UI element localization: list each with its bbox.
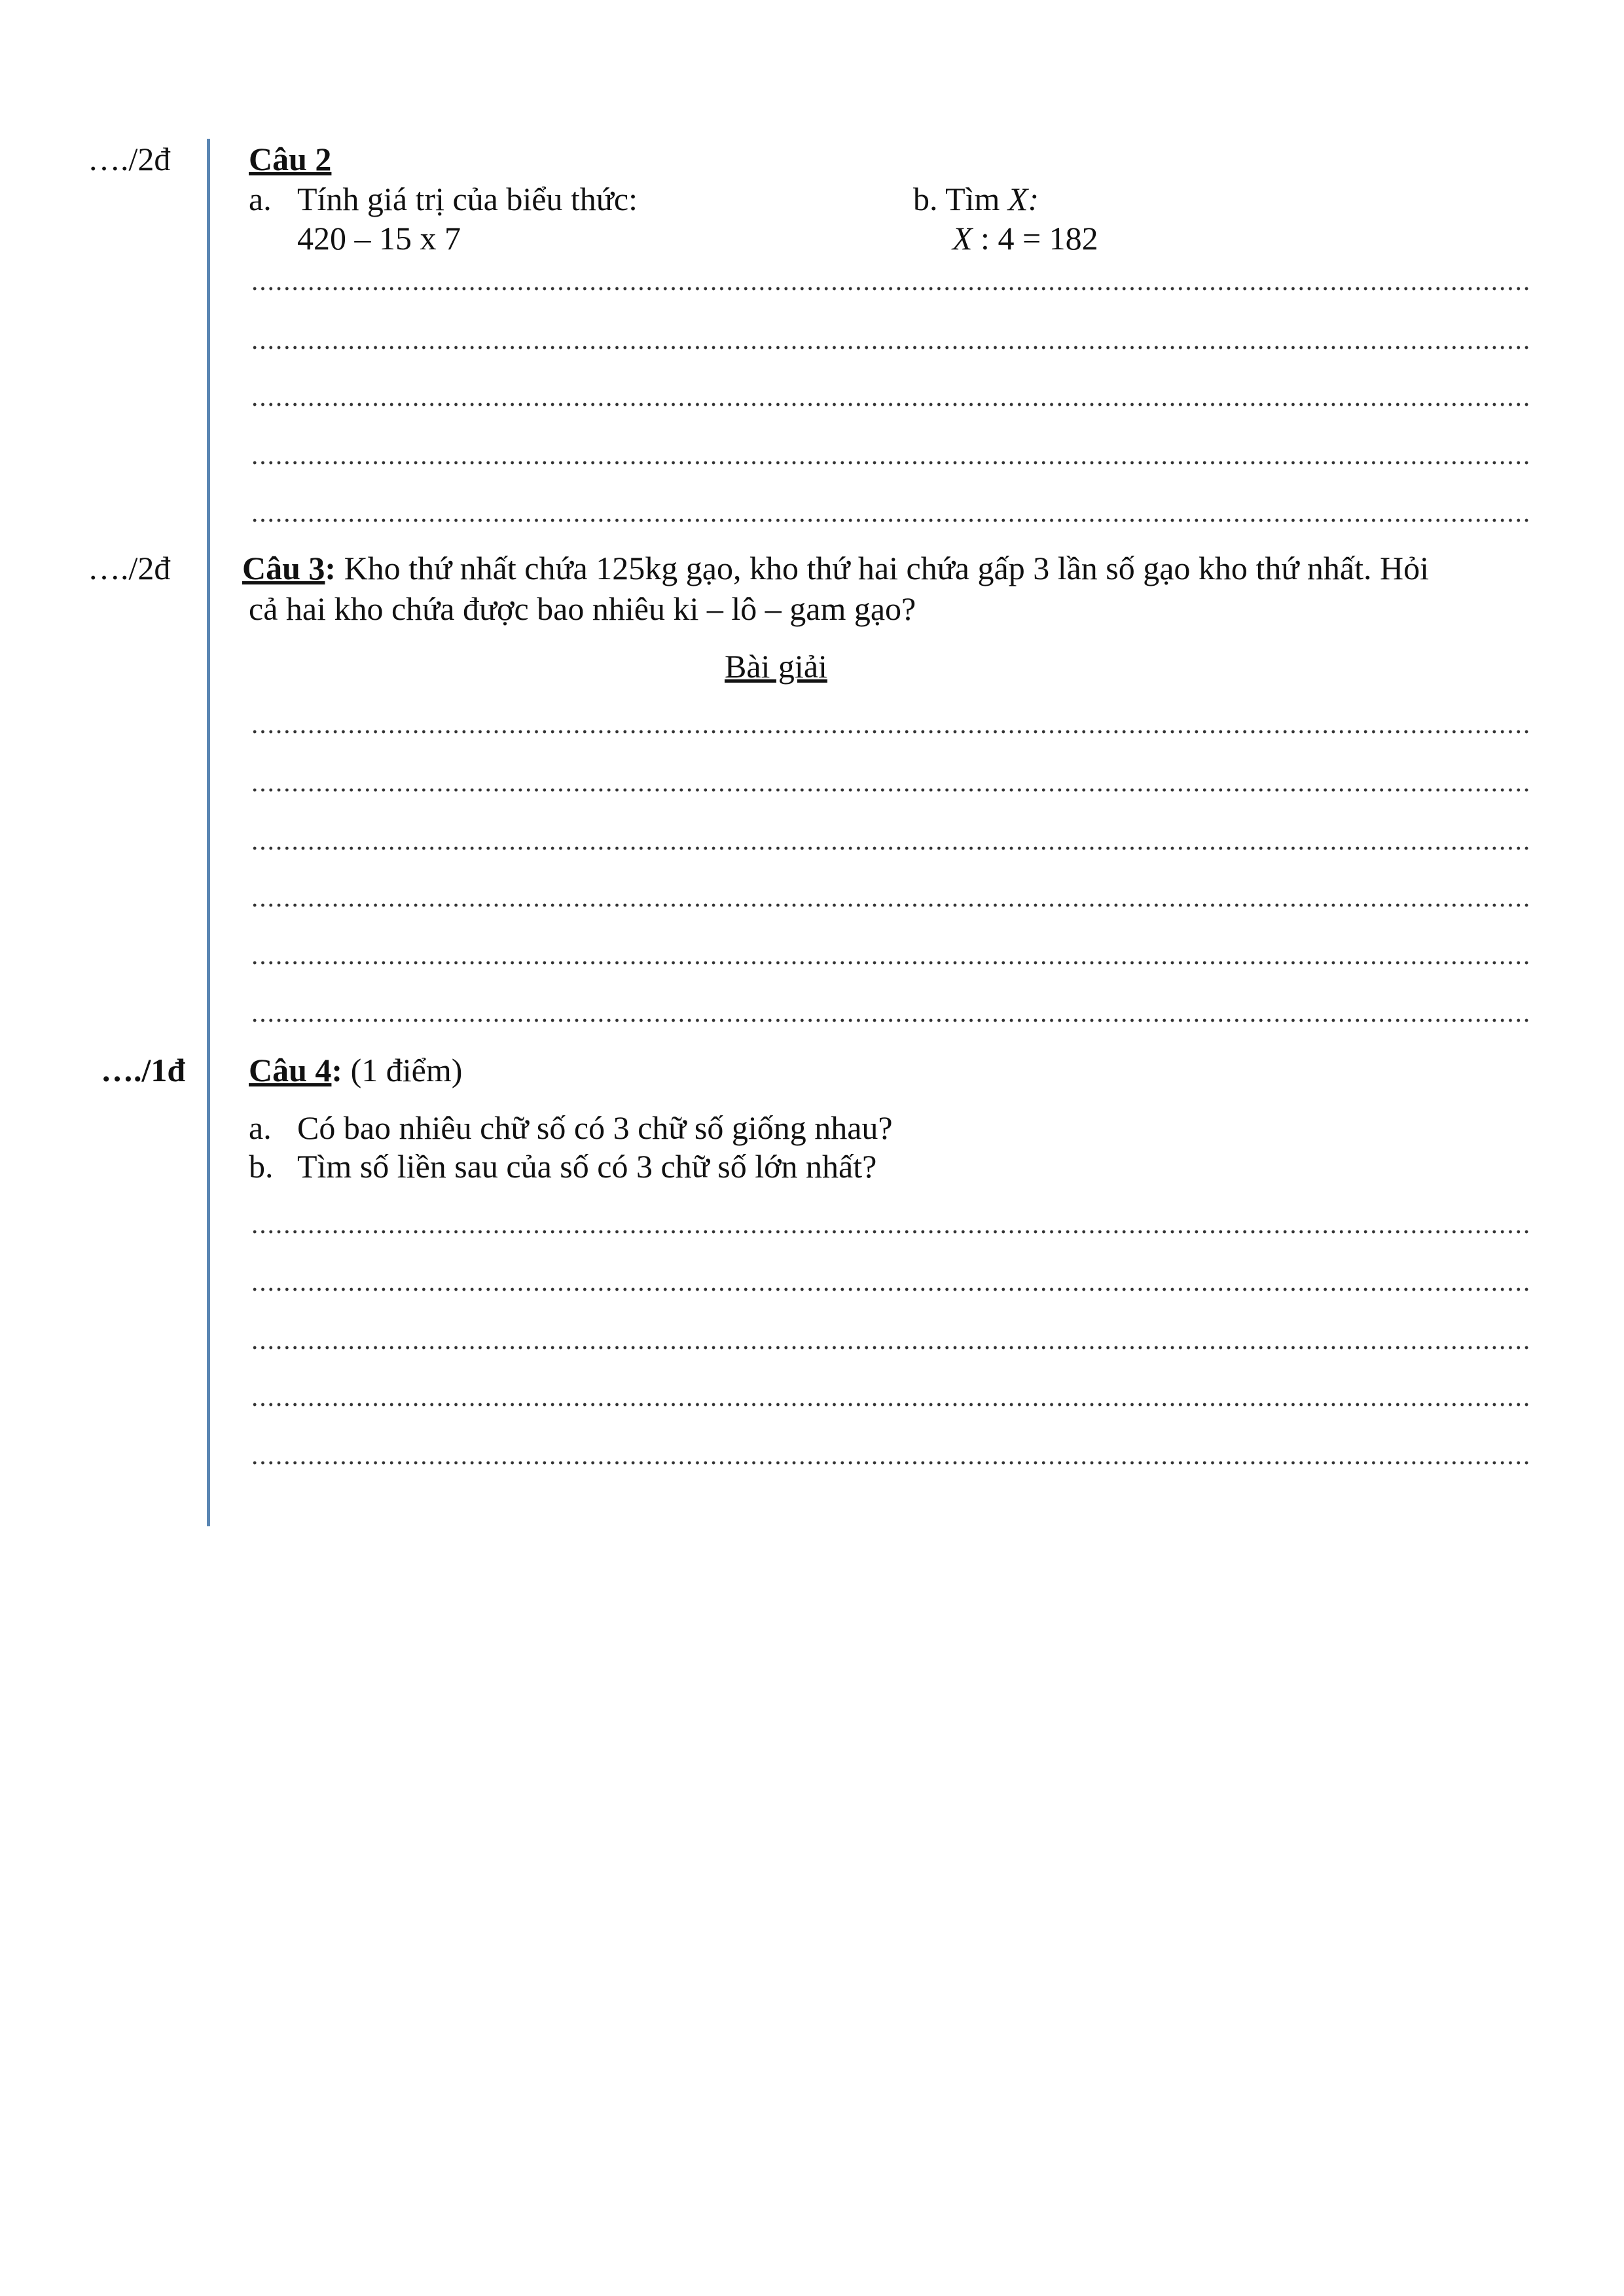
score-slot: …./1đ bbox=[101, 1052, 186, 1088]
answer-line[interactable] bbox=[251, 960, 1530, 965]
expression: 420 – 15 x 7 bbox=[297, 220, 461, 257]
answer-line[interactable] bbox=[251, 1402, 1530, 1407]
question-title-line: Câu 4: (1 điểm) bbox=[249, 1052, 463, 1088]
answer-line[interactable] bbox=[251, 1229, 1530, 1234]
question-text-line-1: Câu 3: Kho thứ nhất chứa 125kg gạo, kho thứ hai chứa gấp 3 lần số gạo kho thứ nhất. Hỏi bbox=[242, 550, 1429, 586]
answer-line[interactable] bbox=[251, 729, 1530, 734]
solution-heading: Bài giải bbox=[725, 648, 827, 685]
answer-line[interactable] bbox=[251, 787, 1530, 793]
answer-line[interactable] bbox=[251, 846, 1530, 851]
part-a-marker: a. bbox=[249, 1109, 272, 1146]
score-slot: …./2đ bbox=[88, 141, 171, 177]
answer-line[interactable] bbox=[251, 286, 1530, 291]
part-a-marker: a. bbox=[249, 181, 272, 217]
equation: X : 4 = 182 bbox=[952, 220, 1098, 257]
part-a-text: Có bao nhiêu chữ số có 3 chữ số giống nhau? bbox=[297, 1109, 893, 1146]
answer-line[interactable] bbox=[251, 1287, 1530, 1292]
question-title: Câu 4 bbox=[249, 1052, 332, 1088]
answer-line[interactable] bbox=[251, 460, 1530, 465]
margin-rule bbox=[207, 139, 210, 1526]
part-b-marker: b. bbox=[249, 1148, 274, 1185]
answer-line[interactable] bbox=[251, 1345, 1530, 1350]
part-a-text: Tính giá trị của biểu thức: bbox=[297, 181, 638, 217]
score-slot: …./2đ bbox=[88, 550, 171, 586]
answer-line[interactable] bbox=[251, 1018, 1530, 1023]
question-title: Câu 2 bbox=[249, 141, 332, 177]
answer-line[interactable] bbox=[251, 345, 1530, 350]
part-b-text: b. Tìm X: bbox=[913, 181, 1039, 217]
answer-line[interactable] bbox=[251, 903, 1530, 908]
question-text-line-2: cả hai kho chứa được bao nhiêu ki – lô – gam gạo? bbox=[249, 590, 916, 627]
answer-line[interactable] bbox=[251, 402, 1530, 407]
answer-line[interactable] bbox=[251, 1460, 1530, 1465]
part-b-text: Tìm số liền sau của số có 3 chữ số lớn nhất? bbox=[297, 1148, 877, 1185]
question-title: Câu 3 bbox=[242, 550, 325, 586]
answer-line[interactable] bbox=[251, 518, 1530, 523]
